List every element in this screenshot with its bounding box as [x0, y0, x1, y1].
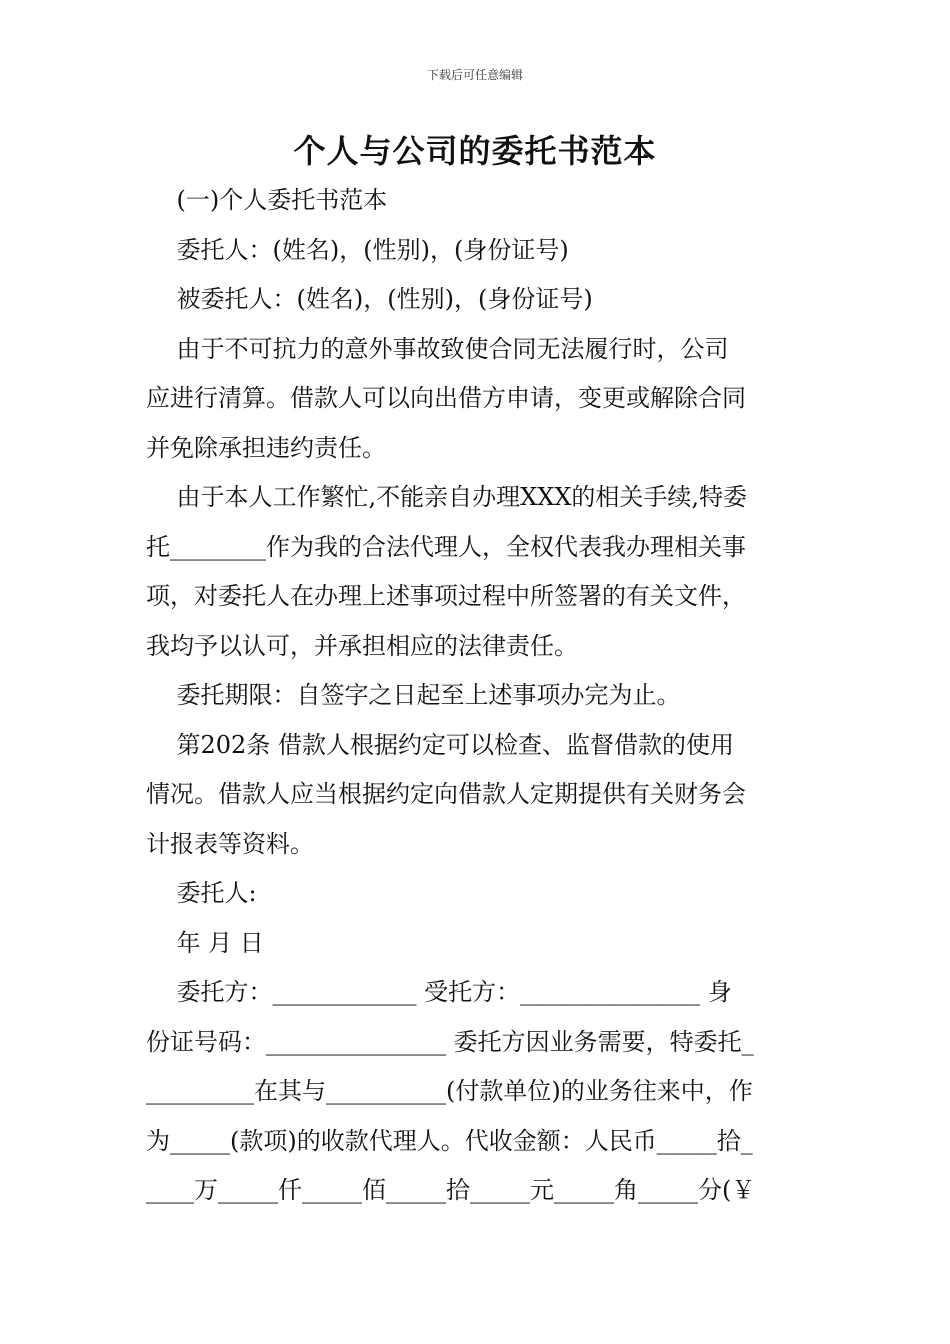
body-line: 由于本人工作繁忙,不能亲自办理XXX的相关手续,特委	[146, 483, 748, 511]
body-line: 我均予以认可，并承担相应的法律责任。	[146, 631, 578, 660]
body-line: 应进行清算。借款人可以向出借方申请，变更或解除合同	[146, 384, 746, 412]
body-line: 委托人:	[146, 879, 257, 907]
body-line: 由于不可抗力的意外事故致使合同无法履行时，公司	[146, 334, 729, 363]
document-body	[146, 176, 808, 1216]
body-line: 被委托人：(姓名)，(性别)，(身份证号)	[146, 285, 593, 313]
body-line: 委托方：____________ 受托方：_______________ 身	[146, 978, 732, 1006]
body-line: 情况。借款人应当根据约定向借款人定期提供有关财务会	[146, 780, 746, 808]
body-line: 委托人：(姓名)，(性别)，(身份证号)	[146, 235, 569, 264]
body-line: _________在其与__________(付款单位)的业务往来中，作	[146, 1077, 753, 1105]
body-line: 第202条 借款人根据约定可以检查、监督借款的使用	[146, 730, 734, 759]
body-line: 托________作为我的合法代理人，全权代表我办理相关事	[146, 532, 746, 561]
body-line: 份证号码：_______________ 委托方因业务需要，特委托_	[146, 1027, 754, 1056]
body-line: 委托期限：自签字之日起至上述事项办完为止。	[146, 681, 681, 709]
body-line: (一)个人委托书范本	[146, 186, 388, 214]
header-note: 下载后可任意编辑	[426, 68, 523, 82]
body-line: 项，对委托人在办理上述事项过程中所签署的有关文件，	[146, 582, 746, 610]
document-title: 个人与公司的委托书范本	[293, 132, 657, 170]
body-line: ____万_____仟_____佰_____拾_____元_____角_____分(￥	[146, 1176, 756, 1204]
body-line: 年 月 日	[146, 928, 264, 957]
body-line: 为_____(款项)的收款代理人。代收金额：人民币_____拾_	[146, 1126, 753, 1155]
body-line: 并免除承担违约责任。	[146, 433, 386, 462]
body-line: 计报表等资料。	[146, 829, 314, 858]
